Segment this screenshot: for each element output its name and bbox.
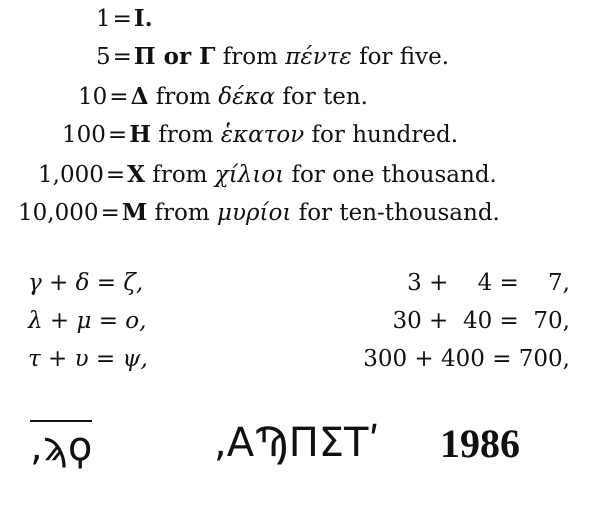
- numeral-value: 1: [96, 6, 111, 32]
- greek-sum-3: τ + υ = ψ,: [28, 346, 148, 372]
- arabic-sum-3: 300 + 400 = 700,: [363, 346, 570, 372]
- greek-numeral-acrophonic: ,ΑϠΠΣΤʹ: [214, 420, 380, 466]
- equals-sign: =: [100, 200, 120, 226]
- numeral-value: 5: [96, 44, 111, 70]
- numeral-meaning: for one thousand.: [284, 162, 497, 188]
- numeral-value: 100: [62, 122, 106, 148]
- numeral-value: 1,000: [38, 162, 104, 188]
- numeral-row-10: [78, 82, 368, 112]
- greek-word: δέκα: [218, 84, 276, 110]
- numeral-row-10000: [18, 198, 500, 228]
- numeral-symbol: Μ: [121, 199, 148, 226]
- numeral-from: from: [145, 162, 215, 188]
- equals-sign: =: [109, 84, 129, 110]
- equals-sign: =: [105, 162, 126, 188]
- numeral-symbol: Η: [129, 121, 151, 148]
- equals-sign: =: [107, 122, 128, 148]
- greek-word: μυρίοι: [217, 200, 292, 226]
- greek-sum-1: γ + δ = ζ,: [28, 270, 144, 296]
- numeral-symbol: Π or Γ: [133, 43, 216, 70]
- numeral-symbol: Δ: [130, 83, 149, 110]
- numeral-row-1: [96, 4, 153, 34]
- numeral-meaning: for ten-thousand.: [291, 200, 500, 226]
- numeral-row-1000: [38, 160, 497, 190]
- numeral-from: from: [147, 200, 218, 226]
- greek-word: πέντε: [285, 44, 352, 70]
- year-arabic: 1986: [440, 421, 520, 466]
- numeral-meaning: for five.: [351, 44, 449, 70]
- numeral-meaning: for ten.: [275, 84, 368, 110]
- numeral-value: 10: [78, 84, 108, 110]
- equals-sign: =: [112, 44, 132, 70]
- arabic-sum-1: 3 + 4 = 7,: [407, 270, 570, 296]
- greek-word: ἑκατον: [220, 122, 305, 148]
- greek-sum-2: λ + μ = ο,: [28, 308, 147, 334]
- numeral-symbol: Χ: [127, 161, 145, 188]
- numeral-meaning: for hundred.: [304, 122, 459, 148]
- numeral-symbol: I.: [133, 5, 153, 32]
- numeral-row-100: [62, 120, 458, 150]
- numeral-row-5: [96, 42, 449, 72]
- arabic-sum-2: 30 + 40 = 70,: [392, 308, 570, 334]
- numeral-from: from: [215, 44, 286, 70]
- numeral-from: from: [150, 122, 221, 148]
- greek-numeral-overlined: ,ϡϙ: [30, 420, 92, 470]
- equals-sign: =: [112, 6, 132, 32]
- greek-word: χίλιοι: [214, 162, 285, 188]
- numeral-value: 10,000: [18, 200, 99, 226]
- numeral-from: from: [148, 84, 219, 110]
